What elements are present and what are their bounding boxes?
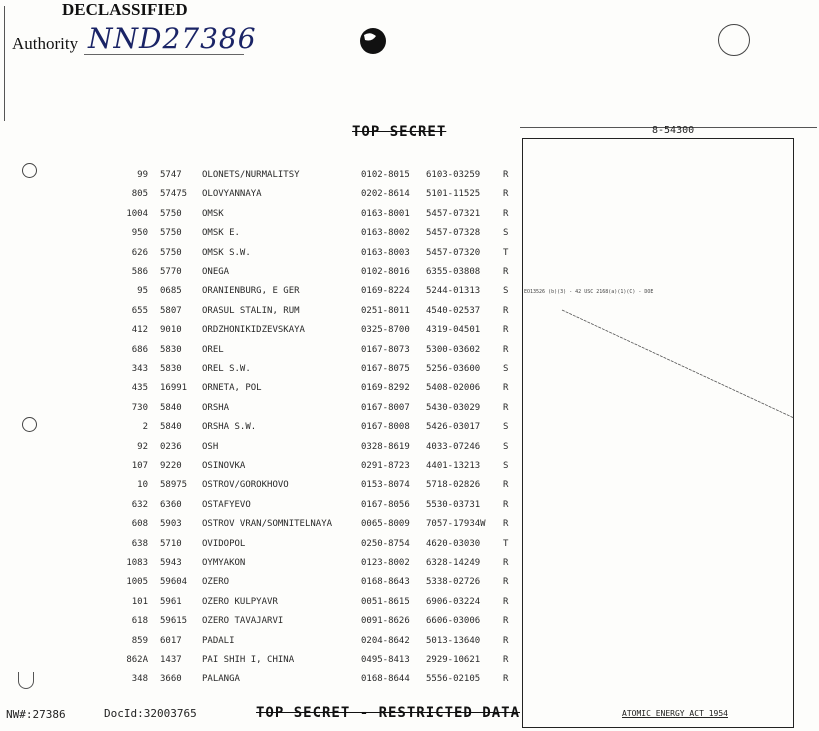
lat-long: 5457-07320: [426, 247, 481, 258]
type-letter: R: [503, 170, 509, 180]
coordinate-code: 0167-8075: [361, 364, 410, 374]
lat-long: 6355-03808: [426, 267, 481, 277]
exemption-note: EO13526 (b)(3) - 42 USC 2168(a)(1)(C) - DOE: [524, 289, 654, 295]
coordinate-code: 0328-8619: [361, 441, 410, 452]
coordinate-code: 0291-8723: [361, 461, 410, 471]
punch-hole-top-right: [718, 24, 750, 56]
station-name: OMSK: [202, 208, 224, 219]
row-number: 632: [131, 499, 148, 510]
station-name: OSTAFYEVO: [202, 499, 251, 510]
footer-nw-number: NW#:27386: [6, 708, 66, 721]
lat-long: 4401-13213: [426, 461, 481, 471]
station-name: OZERO: [202, 577, 230, 588]
station-code: 5750: [160, 247, 182, 258]
coordinate-code: 0091-8626: [361, 616, 410, 627]
table-row: [0, 304, 519, 318]
lat-long: 5244-01313: [426, 286, 481, 297]
station-code: 9220: [160, 461, 182, 471]
row-number: 412: [131, 325, 148, 336]
coordinate-code: 0163-8003: [361, 247, 410, 258]
type-letter: R: [503, 635, 509, 646]
table-row: [0, 478, 519, 492]
table-row: [0, 459, 519, 473]
lat-long: 4540-02537: [426, 305, 481, 316]
type-letter: R: [503, 402, 509, 413]
table-row: [0, 653, 519, 667]
type-letter: S: [503, 422, 509, 433]
coordinate-code: 0325-8700: [361, 325, 410, 336]
type-letter: R: [503, 325, 509, 336]
row-number: 343: [131, 364, 148, 374]
row-number: 626: [131, 247, 148, 258]
type-letter: R: [503, 674, 509, 685]
lat-long: 5300-03602: [426, 344, 481, 355]
coordinate-code: 0163-8001: [361, 208, 410, 219]
lat-long: 5408-02006: [426, 383, 481, 394]
classification-top: TOP SECRET: [352, 124, 447, 140]
type-letter: R: [503, 480, 509, 491]
reference-number: 8-54300: [652, 125, 695, 136]
lat-long: 2929-10621: [426, 655, 481, 665]
station-name: ONEGA: [202, 267, 230, 277]
authority-label: Authority: [12, 34, 79, 53]
row-number: 101: [131, 596, 148, 607]
station-name: ORNETA, POL: [202, 383, 262, 394]
table-row: [0, 517, 519, 531]
table-row: [0, 498, 519, 512]
table-row: [0, 440, 519, 454]
punch-hole-filled: [358, 26, 388, 56]
type-letter: R: [503, 577, 509, 588]
station-code: 5770: [160, 267, 182, 277]
station-code: 6017: [160, 635, 182, 646]
left-margin-rule: [4, 6, 5, 121]
row-number: 435: [131, 383, 148, 394]
authority-handwritten-value: NND27386: [88, 22, 257, 55]
type-letter: R: [503, 655, 509, 665]
type-letter: R: [503, 499, 509, 510]
station-code: 3660: [160, 674, 182, 685]
station-name: OSTROV VRAN/SOMNITELNAYA: [202, 519, 333, 530]
row-number: 10: [137, 480, 148, 491]
station-name: ORANIENBURG, E GER: [202, 286, 300, 297]
table-row: [0, 614, 519, 628]
station-code: 5943: [160, 558, 182, 568]
table-row: [0, 537, 519, 551]
footer-classification: TOP SECRET - RESTRICTED DATA: [256, 705, 521, 721]
lat-long: 5457-07328: [426, 228, 481, 239]
lat-long: 5338-02726: [426, 577, 481, 588]
station-name: ORDZHONIKIDZEVSKAYA: [202, 325, 305, 336]
table-row: [0, 207, 519, 221]
lat-long: 6103-03259: [426, 170, 481, 180]
station-code: 5807: [160, 305, 182, 316]
type-letter: T: [503, 538, 509, 549]
station-code: 16991: [160, 383, 188, 394]
coordinate-code: 0102-8015: [361, 170, 410, 180]
table-row: [0, 343, 519, 357]
row-number: 859: [131, 635, 148, 646]
lat-long: 5530-03731: [426, 499, 481, 510]
station-code: 5961: [160, 596, 182, 607]
row-number: 1083: [126, 558, 148, 568]
lat-long: 7057-17934W: [426, 519, 486, 530]
station-name: PAI SHIH I, CHINA: [202, 655, 295, 665]
lat-long: 5256-03600: [426, 364, 481, 374]
coordinate-code: 0167-8073: [361, 344, 410, 355]
lat-long: 4620-03030: [426, 538, 481, 549]
lat-long: 5556-02105: [426, 674, 481, 685]
table-row: [0, 420, 519, 434]
station-code: 0236: [160, 441, 182, 452]
type-letter: R: [503, 596, 509, 607]
row-number: 107: [131, 461, 148, 471]
coordinate-code: 0251-8011: [361, 305, 410, 316]
type-letter: R: [503, 344, 509, 355]
station-code: 5830: [160, 344, 182, 355]
station-name: OSTROV/GOROKHOVO: [202, 480, 289, 491]
row-number: 608: [131, 519, 148, 530]
station-code: 0685: [160, 286, 182, 297]
station-name: OSINOVKA: [202, 461, 246, 471]
coordinate-code: 0204-8642: [361, 635, 410, 646]
station-name: OVIDOPOL: [202, 538, 246, 549]
footer-docid: DocId:32003765: [104, 707, 197, 720]
row-number: 862A: [126, 655, 148, 665]
type-letter: T: [503, 247, 509, 258]
station-name: OYMYAKON: [202, 558, 246, 568]
station-code: 59615: [160, 616, 188, 627]
table-row: [0, 187, 519, 201]
station-name: PALANGA: [202, 674, 240, 685]
station-code: 59604: [160, 577, 188, 588]
station-code: 5903: [160, 519, 182, 530]
coordinate-code: 0051-8615: [361, 596, 410, 607]
station-name: OLOVYANNAYA: [202, 189, 262, 200]
table-row: [0, 556, 519, 570]
table-row: [0, 226, 519, 240]
row-number: 618: [131, 616, 148, 627]
station-name: OMSK S.W.: [202, 247, 251, 258]
row-number: 686: [131, 344, 148, 355]
coordinate-code: 0495-8413: [361, 655, 410, 665]
lat-long: 4033-07246: [426, 441, 481, 452]
table-row: [0, 401, 519, 415]
lat-long: 5426-03017: [426, 422, 481, 433]
type-letter: R: [503, 305, 509, 316]
row-number: 730: [131, 402, 148, 413]
type-letter: R: [503, 519, 509, 530]
row-number: 95: [137, 286, 148, 297]
row-number: 655: [131, 305, 148, 316]
row-number: 1004: [126, 208, 148, 219]
station-name: PADALI: [202, 635, 235, 646]
authority-underline: [84, 54, 244, 55]
coordinate-code: 0167-8008: [361, 422, 410, 433]
type-letter: R: [503, 267, 509, 277]
table-row: [0, 284, 519, 298]
station-name: OLONETS/NURMALITSY: [202, 170, 300, 180]
table-row: [0, 575, 519, 589]
table-row: [0, 168, 519, 182]
redaction-slash: [522, 290, 794, 420]
lat-long: 6906-03224: [426, 596, 481, 607]
coordinate-code: 0168-8643: [361, 577, 410, 588]
station-code: 5750: [160, 228, 182, 239]
station-code: 5840: [160, 422, 182, 433]
coordinate-code: 0169-8224: [361, 286, 410, 297]
type-letter: S: [503, 461, 509, 471]
station-name: OZERO TAVAJARVI: [202, 616, 284, 627]
table-row: [0, 362, 519, 376]
station-name: ORASUL STALIN, RUM: [202, 305, 300, 316]
coordinate-code: 0065-8009: [361, 519, 410, 530]
row-number: 2: [142, 422, 148, 433]
row-number: 92: [137, 441, 148, 452]
coordinate-code: 0250-8754: [361, 538, 410, 549]
station-code: 5750: [160, 208, 182, 219]
lat-long: 5013-13640: [426, 635, 481, 646]
type-letter: S: [503, 228, 509, 239]
coordinate-code: 0169-8292: [361, 383, 410, 394]
table-row: [0, 595, 519, 609]
station-code: 1437: [160, 655, 182, 665]
station-name: ORSHA S.W.: [202, 422, 257, 433]
table-row: [0, 323, 519, 337]
punch-hole-icon: [358, 26, 388, 56]
coordinate-code: 0102-8016: [361, 267, 410, 277]
table-row: [0, 246, 519, 260]
coordinate-code: 0167-8056: [361, 499, 410, 510]
station-code: 6360: [160, 499, 182, 510]
lat-long: 6606-03006: [426, 616, 481, 627]
station-name: OMSK E.: [202, 228, 240, 239]
lat-long: 5430-03029: [426, 402, 481, 413]
type-letter: S: [503, 364, 509, 374]
station-code: 57475: [160, 189, 188, 200]
station-name: OREL S.W.: [202, 364, 251, 374]
row-number: 805: [131, 189, 148, 200]
coordinate-code: 0167-8007: [361, 402, 410, 413]
row-number: 1005: [126, 577, 148, 588]
lat-long: 5718-02826: [426, 480, 481, 491]
station-code: 5840: [160, 402, 182, 413]
station-name: OZERO KULPYAVR: [202, 596, 278, 607]
lat-long: 6328-14249: [426, 558, 481, 568]
table-row: [0, 634, 519, 648]
row-number: 950: [131, 228, 148, 239]
redaction-box: [522, 138, 794, 728]
type-letter: R: [503, 208, 509, 219]
type-letter: R: [503, 189, 509, 200]
row-number: 638: [131, 538, 148, 549]
table-row: [0, 672, 519, 686]
row-number: 586: [131, 267, 148, 277]
table-row: [0, 265, 519, 279]
station-name: OSH: [202, 441, 219, 452]
station-code: 9010: [160, 325, 182, 336]
type-letter: S: [503, 286, 509, 297]
footer-act: ATOMIC ENERGY ACT 1954: [622, 709, 728, 718]
station-name: ORSHA: [202, 402, 230, 413]
station-code: 5830: [160, 364, 182, 374]
lat-long: 5101-11525: [426, 189, 481, 200]
lat-long: 5457-07321: [426, 208, 481, 219]
type-letter: R: [503, 558, 509, 568]
station-code: 58975: [160, 480, 188, 491]
lat-long: 4319-04501: [426, 325, 481, 336]
row-number: 348: [131, 674, 148, 685]
coordinate-code: 0168-8644: [361, 674, 410, 685]
station-code: 5710: [160, 538, 182, 549]
table-row: [0, 381, 519, 395]
type-letter: R: [503, 616, 509, 627]
station-name: OREL: [202, 344, 224, 355]
coordinate-code: 0123-8002: [361, 558, 410, 568]
declassified-stamp: DECLASSIFIED: [62, 0, 188, 19]
coordinate-code: 0163-8002: [361, 228, 410, 239]
station-code: 5747: [160, 170, 182, 180]
type-letter: R: [503, 383, 509, 394]
coordinate-code: 0202-8614: [361, 189, 410, 200]
coordinate-code: 0153-8074: [361, 480, 410, 491]
row-number: 99: [137, 170, 148, 180]
type-letter: S: [503, 441, 509, 452]
